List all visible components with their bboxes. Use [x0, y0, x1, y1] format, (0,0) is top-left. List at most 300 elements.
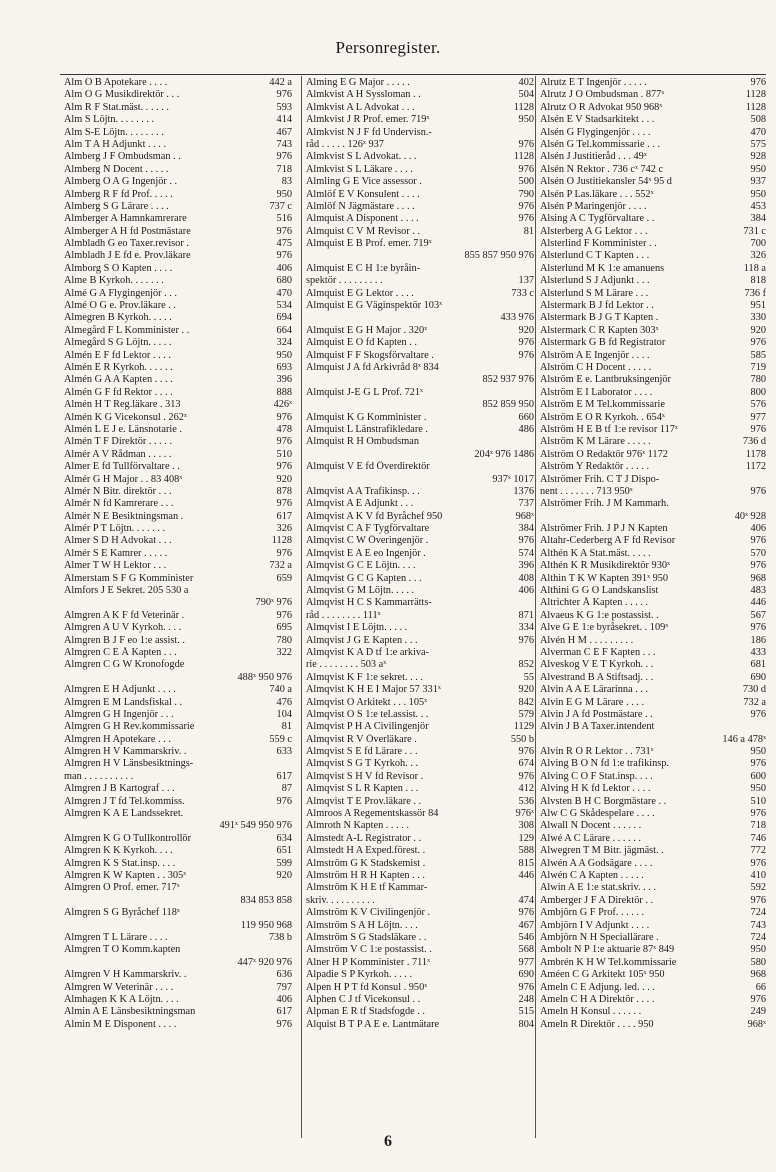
entry-pages: 800	[750, 386, 766, 398]
entry-name: Alving B O N fd 1:e trafikinsp.	[540, 758, 669, 770]
entry-pages: 633	[276, 746, 292, 758]
entry-name: Alsterberg A G Lektor . . .	[540, 225, 648, 237]
entry-pages: 950	[750, 188, 766, 200]
entry-pages: 248	[518, 993, 534, 1005]
index-entry	[306, 1019, 534, 1031]
index-entry	[540, 1019, 766, 1031]
entry-name: Alström C H Docent . . . . .	[540, 361, 652, 373]
entry-name: Almlöf N Jägmästare . . . .	[306, 200, 415, 212]
entry-name: Alwegren T M Bitr. jägmäst. .	[540, 845, 664, 857]
index-entry	[540, 982, 766, 994]
entry-pages: 976	[276, 89, 292, 101]
index-entry	[306, 127, 534, 139]
entry-pages: 951	[750, 300, 766, 312]
index-entry	[540, 771, 766, 783]
index-entry	[306, 461, 534, 473]
index-entry	[306, 436, 534, 448]
index-entry	[64, 820, 292, 832]
entry-pages: 780	[276, 634, 292, 646]
entry-pages: 976	[276, 225, 292, 237]
entry-pages: 322	[276, 646, 292, 658]
index-entry	[540, 820, 766, 832]
index-entry	[306, 362, 534, 374]
entry-pages: 950	[750, 746, 766, 758]
entry-name: Almquist K G Komminister .	[306, 411, 427, 423]
entry-name: Almkvist S L Läkare . . . .	[306, 163, 413, 175]
index-entry	[540, 734, 766, 746]
entry-pages: 412	[518, 783, 534, 795]
entry-name: spektör . . . . . . . . .	[306, 275, 383, 287]
index-entry	[64, 907, 292, 919]
entry-name: Almer T W H Lektor . . .	[64, 560, 167, 572]
index-entry	[306, 882, 534, 894]
entry-pages: 976	[518, 535, 534, 547]
index-entry	[306, 325, 534, 337]
index-entry	[64, 758, 292, 770]
entry-pages: 593	[276, 101, 292, 113]
entry-name: Almqvist S G T Kyrkoh. . .	[306, 758, 419, 770]
index-entry	[540, 387, 766, 399]
index-entry	[64, 189, 292, 201]
index-entry	[540, 312, 766, 324]
index-entry	[540, 511, 766, 523]
index-entry	[306, 486, 534, 498]
entry-pages: 976	[276, 547, 292, 559]
index-entry	[540, 870, 766, 882]
entry-name: Almgren S G Byråchef 118ˣ	[64, 907, 180, 919]
index-entry	[64, 312, 292, 324]
entry-name: Ambjörn I V Adjunkt . . . .	[540, 919, 650, 931]
index-entry	[540, 994, 766, 1006]
entry-pages: 406	[276, 993, 292, 1005]
index-entry	[540, 585, 766, 597]
entry-name: Almqvist T E Prov.läkare . .	[306, 795, 422, 807]
index-entry	[64, 709, 292, 721]
index-entry	[64, 374, 292, 386]
index-entry	[306, 845, 534, 857]
index-entry	[64, 573, 292, 585]
entry-name: Amberger J F A Direktör . .	[540, 894, 654, 906]
entry-pages: 976	[276, 436, 292, 448]
entry-name: Alvestrand B A Stiftsadj. . .	[540, 671, 654, 683]
entry-name: Alsterlund C T Kapten . . .	[540, 250, 650, 262]
entry-name: Almquist F F Skogsförvaltare .	[306, 349, 434, 361]
index-entry	[306, 176, 534, 188]
entry-name: Almegren B Kyrkoh. . . . .	[64, 312, 172, 324]
entry-name: Alsterlund S M Lärare . . .	[540, 287, 649, 299]
entry-pages: 476	[276, 696, 292, 708]
entry-pages: 976	[276, 1018, 292, 1030]
entry-pages: 475	[276, 238, 292, 250]
entry-pages: 920	[518, 684, 534, 696]
entry-name: Alving C O F Stat.insp. . . .	[540, 770, 653, 782]
entry-name: Almgren H V Kammarskriv. .	[64, 746, 187, 758]
entry-name: Alström A E Ingenjör . . . .	[540, 349, 650, 361]
index-entry	[540, 944, 766, 956]
index-entry	[64, 176, 292, 188]
index-entry	[64, 684, 292, 696]
entry-pages: 976	[276, 795, 292, 807]
entry-pages: 636	[276, 969, 292, 981]
entry-name: Almqvist S L R Kapten . . .	[306, 783, 419, 795]
entry-pages: 534	[276, 300, 292, 312]
index-entry	[306, 771, 534, 783]
entry-pages: 790	[518, 188, 534, 200]
entry-pages: 976	[750, 894, 766, 906]
entry-pages: 718	[750, 820, 766, 832]
entry-name: Alström H E B tf 1:e revisor 117ˣ	[540, 423, 678, 435]
index-entry	[540, 622, 766, 634]
index-entry	[540, 362, 766, 374]
entry-name: Almquist C V M Revisor . .	[306, 225, 421, 237]
entry-name: Almqvist C A F Tygförvaltare	[306, 523, 430, 535]
entry-pages: 1128	[745, 101, 766, 113]
entry-name: Almqvist J G E Kapten . . .	[306, 634, 418, 646]
entry-name: Almgren K K Kyrkoh. . . .	[64, 845, 173, 857]
entry-pages: 567	[750, 609, 766, 621]
index-entry	[540, 263, 766, 275]
index-entry	[64, 585, 292, 597]
entry-name: rie . . . . . . . . 503 aˣ	[306, 659, 387, 671]
index-entry	[306, 189, 534, 201]
entry-name: Almfors J E Sekret. 205 530 a	[64, 585, 189, 597]
entry-name: Alwén A A Godsägare . . . .	[540, 857, 653, 869]
index-entry	[306, 635, 534, 647]
index-entry	[306, 498, 534, 510]
entry-name: Alstermark B J fd Lektor . .	[540, 300, 654, 312]
index-entry	[540, 808, 766, 820]
index-entry	[306, 201, 534, 213]
index-entry	[64, 672, 292, 684]
index-entry	[64, 944, 292, 956]
entry-pages: 1129	[513, 721, 534, 733]
index-entry	[540, 895, 766, 907]
entry-name: Almquist E G Väginspektör 103ˣ	[306, 300, 443, 312]
index-entry	[540, 957, 766, 969]
index-entry	[64, 114, 292, 126]
entry-name: Almgren K S Stat.insp. . . .	[64, 857, 176, 869]
entry-name: Alsén G Tel.kommissarie . . .	[540, 138, 661, 150]
entry-name: Almgren A K F fd Veterinär .	[64, 609, 185, 621]
entry-pages: 599	[276, 857, 292, 869]
entry-name: Althini G G O Landskanslist	[540, 585, 659, 597]
entry-pages: 700	[750, 238, 766, 250]
entry-pages: 204ˣ 976 1486	[474, 448, 534, 460]
entry-pages: 976	[518, 746, 534, 758]
entry-name: Alsing A C Tygförvaltare . .	[540, 213, 655, 225]
index-entry	[64, 362, 292, 374]
index-entry	[306, 957, 534, 969]
index-entry	[540, 325, 766, 337]
entry-name: Alströmer Frih. J M Kammarh.	[540, 498, 669, 510]
index-entry	[540, 697, 766, 709]
index-entry	[306, 622, 534, 634]
entry-name: Almér A V Rådman . . . . .	[64, 448, 172, 460]
entry-pages: 330	[750, 312, 766, 324]
entry-name: Almgren H V Länsbesiktnings-	[64, 758, 194, 770]
entry-pages: 129	[518, 832, 534, 844]
entry-pages: 414	[276, 114, 292, 126]
entry-name: Almgren K G O Tullkontrollör	[64, 832, 192, 844]
entry-pages: 976	[276, 461, 292, 473]
entry-pages: 732 a	[269, 560, 292, 572]
entry-pages: 743	[276, 138, 292, 150]
index-entry	[540, 920, 766, 932]
entry-pages: 976	[750, 758, 766, 770]
entry-name: Alsén E V Stadsarkitekt . . .	[540, 114, 655, 126]
index-entry	[306, 709, 534, 721]
entry-name: Almroos A Regementskassör 84	[306, 808, 439, 820]
entry-name: Alner H P Komminister . 711ˣ	[306, 956, 431, 968]
index-entry	[306, 238, 534, 250]
index-entry	[540, 969, 766, 981]
entry-name: Almquist J A fd Arkivråd 8ˣ 834	[306, 361, 439, 373]
entry-name: Alsén J Justitieråd . . . 49ˣ	[540, 151, 647, 163]
entry-pages: 81	[523, 225, 534, 237]
entry-pages: 396	[276, 374, 292, 386]
entry-pages: 719	[750, 361, 766, 373]
entry-pages: 510	[276, 448, 292, 460]
index-entry	[540, 498, 766, 510]
index-entry	[64, 449, 292, 461]
entry-pages: 1178	[745, 448, 766, 460]
entry-pages: 690	[750, 671, 766, 683]
entry-pages: 977	[518, 956, 534, 968]
index-entry	[540, 412, 766, 424]
entry-pages: 660	[518, 411, 534, 423]
entry-name: Améen C G Arkitekt 105ˣ 950	[540, 969, 665, 981]
entry-name: Almqvist P H A Civilingenjör	[306, 721, 429, 733]
entry-name: Almgren J B Kartograf . . .	[64, 783, 175, 795]
entry-pages: 447ˣ 920 976	[237, 956, 292, 968]
column-divider	[301, 76, 302, 1138]
entry-name: Alpadie S P Kyrkoh. . . . .	[306, 969, 413, 981]
index-entry	[306, 585, 534, 597]
entry-name: Almerstam S F G Komminister	[64, 572, 194, 584]
entry-name: Alström O Redaktör 976ˣ 1172	[540, 448, 668, 460]
entry-name: Alphen C J tf Vicekonsul . .	[306, 993, 421, 1005]
entry-pages: 746	[750, 832, 766, 844]
index-entry	[540, 597, 766, 609]
index-entry	[306, 895, 534, 907]
entry-name: Almquist E C H 1:e byråin-	[306, 262, 421, 274]
index-column-2	[306, 77, 534, 1137]
entry-pages: 737	[518, 498, 534, 510]
entry-name: Almén E F fd Lektor . . . .	[64, 349, 171, 361]
entry-name: Almgren C G W Kronofogde	[64, 659, 185, 671]
entry-name: Alverman C E F Kapten . . .	[540, 646, 656, 658]
index-entry	[540, 201, 766, 213]
entry-pages: 976	[276, 609, 292, 621]
index-entry	[64, 164, 292, 176]
index-entry	[540, 399, 766, 411]
index-entry	[306, 374, 534, 386]
entry-name: Almér G H Major . . 83 408ˣ	[64, 473, 183, 485]
index-entry	[306, 300, 534, 312]
entry-name: Alvin R O R Lektor . . 731ˣ	[540, 746, 654, 758]
entry-name: Alström Y Redaktör . . . . .	[540, 461, 650, 473]
index-entry	[306, 213, 534, 225]
entry-name: Almhagen K K A Löjtn. . . .	[64, 993, 179, 1005]
entry-pages: 694	[276, 312, 292, 324]
index-entry	[64, 597, 292, 609]
entry-pages: 326	[750, 250, 766, 262]
entry-name: Almberg J F Ombudsman . .	[64, 151, 181, 163]
index-entry	[540, 672, 766, 684]
entry-pages: 976	[518, 907, 534, 919]
entry-pages: 81	[281, 721, 292, 733]
entry-name: Almqvist K H E I Major 57 331ˣ	[306, 684, 441, 696]
index-entry	[64, 697, 292, 709]
entry-name: Almgren B J F eo 1:e assist. .	[64, 634, 185, 646]
index-entry	[64, 275, 292, 287]
index-entry	[306, 102, 534, 114]
entry-name: Almqvist A E Adjunkt . . .	[306, 498, 414, 510]
entry-name: Althin T K W Kapten 391ˣ 950	[540, 572, 669, 584]
index-entry	[540, 635, 766, 647]
entry-pages: 478	[276, 423, 292, 435]
entry-pages: 40ˣ 928	[734, 510, 766, 522]
entry-pages: 878	[276, 485, 292, 497]
index-entry	[64, 474, 292, 486]
page-title: Personregister.	[335, 38, 441, 57]
entry-pages: 568	[518, 944, 534, 956]
entry-name: Alw C G Skådespelare . . . .	[540, 808, 655, 820]
entry-name: Alvin A A E Lärarinna . . .	[540, 684, 649, 696]
entry-pages: 743	[750, 919, 766, 931]
index-entry	[64, 89, 292, 101]
entry-name: Almström S G Stadsläkare . .	[306, 931, 427, 943]
entry-name: Almegård S G Löjtn. . . . .	[64, 337, 172, 349]
index-entry	[540, 721, 766, 733]
entry-name: Almquist E B Prof. emer. 719ˣ	[306, 238, 432, 250]
entry-pages: 738 b	[268, 931, 292, 943]
index-entry	[306, 758, 534, 770]
index-entry	[64, 833, 292, 845]
index-column-3	[540, 77, 766, 1137]
entry-pages: 406	[518, 585, 534, 597]
entry-pages: 976	[518, 981, 534, 993]
entry-pages: 334	[518, 622, 534, 634]
entry-pages: 510	[750, 795, 766, 807]
entry-pages: 1128	[513, 151, 534, 163]
entry-pages: 617	[276, 510, 292, 522]
index-entry	[306, 424, 534, 436]
entry-name: Almström G K Stadskemist .	[306, 857, 426, 869]
index-entry	[540, 213, 766, 225]
entry-pages: 516	[276, 213, 292, 225]
entry-name: Almgren T L Lärare . . . .	[64, 931, 168, 943]
entry-name: Almkvist A H Syssloman . .	[306, 89, 421, 101]
index-entry	[64, 325, 292, 337]
index-entry	[306, 114, 534, 126]
index-entry	[540, 449, 766, 461]
index-entry	[64, 895, 292, 907]
entry-name: Almer S D H Advokat . . .	[64, 535, 172, 547]
entry-pages: 976	[750, 993, 766, 1005]
index-entry	[306, 535, 534, 547]
entry-pages: 797	[276, 981, 292, 993]
entry-name: Alström E e. Lantbruksingenjör	[540, 374, 671, 386]
index-entry	[306, 932, 534, 944]
index-entry	[540, 573, 766, 585]
entry-name: Almqvist I E Löjtn. . . . .	[306, 622, 408, 634]
entry-name: Almqvist E A E eo Ingenjör .	[306, 547, 426, 559]
entry-name: Almgren O Prof. emer. 717ˣ	[64, 882, 180, 894]
index-entry	[64, 808, 292, 820]
index-entry	[64, 412, 292, 424]
index-entry	[64, 535, 292, 547]
entry-name: Alstermark G B fd Registrator	[540, 337, 666, 349]
index-entry	[540, 461, 766, 473]
entry-name: Almquist R H Ombudsman	[306, 436, 419, 448]
entry-name: Alsén P Maringenjör . . . .	[540, 200, 647, 212]
entry-pages: 852 937 976	[482, 374, 534, 386]
index-entry	[540, 746, 766, 758]
entry-pages: 585	[750, 349, 766, 361]
entry-pages: 1128	[271, 535, 292, 547]
entry-name: Almgren W Veterinär . . . .	[64, 981, 174, 993]
entry-name: Almquist J-E G L Prof. 721ˣ	[306, 386, 424, 398]
entry-pages: 426ˣ	[273, 399, 292, 411]
entry-name: Almbladh G eo Taxer.revisor .	[64, 238, 189, 250]
entry-name: Almqvist O S 1:e tel.assist. . .	[306, 708, 429, 720]
index-entry	[306, 275, 534, 287]
index-entry	[540, 337, 766, 349]
entry-name: Almgren T O Komm.kapten	[64, 944, 181, 956]
entry-name: Almén G F fd Rektor . . . .	[64, 386, 173, 398]
index-entry	[306, 139, 534, 151]
entry-pages: 968ˣ	[515, 510, 534, 522]
index-entry	[64, 350, 292, 362]
entry-name: Almqvist C W Överingenjör .	[306, 535, 429, 547]
entry-pages: 695	[276, 622, 292, 634]
entry-name: Alströmer Frih. C T J Dispo-	[540, 473, 660, 485]
entry-name: Alpman E R tf Stadsfogde . .	[306, 1006, 425, 1018]
index-entry	[64, 77, 292, 89]
entry-pages: 976	[750, 708, 766, 720]
entry-name: Almgren H Apotekare . . .	[64, 733, 171, 745]
index-entry	[540, 858, 766, 870]
index-entry	[306, 89, 534, 101]
entry-pages: 446	[750, 597, 766, 609]
entry-name: Alström K M Lärare . . . . .	[540, 436, 651, 448]
index-entry	[64, 226, 292, 238]
index-entry	[540, 560, 766, 572]
entry-name: Alm R F Stat.mäst. . . . . .	[64, 101, 169, 113]
entry-pages: 968	[750, 572, 766, 584]
index-entry	[64, 969, 292, 981]
index-entry	[306, 250, 534, 262]
index-entry	[64, 647, 292, 659]
entry-pages: 467	[518, 919, 534, 931]
entry-pages: 852 859 950	[482, 399, 534, 411]
index-entry	[64, 746, 292, 758]
index-entry	[306, 474, 534, 486]
entry-name: Almqvist A A Trafikinsp. . .	[306, 485, 420, 497]
index-entry	[306, 944, 534, 956]
entry-name: Ambrén K H W Tel.kommissarie	[540, 956, 677, 968]
entry-name: Almström V C 1:e postassist. .	[306, 944, 432, 956]
entry-name: Alstermark B J G T Kapten .	[540, 312, 659, 324]
index-entry	[540, 932, 766, 944]
entry-pages: 488ˣ 950 976	[237, 671, 292, 683]
entry-pages: 681	[750, 659, 766, 671]
entry-pages: 730 d	[742, 684, 766, 696]
entry-name: Alström E O R Kyrkoh. . 654ˣ	[540, 411, 665, 423]
entry-pages: 442 a	[269, 77, 292, 88]
entry-pages: 308	[518, 820, 534, 832]
